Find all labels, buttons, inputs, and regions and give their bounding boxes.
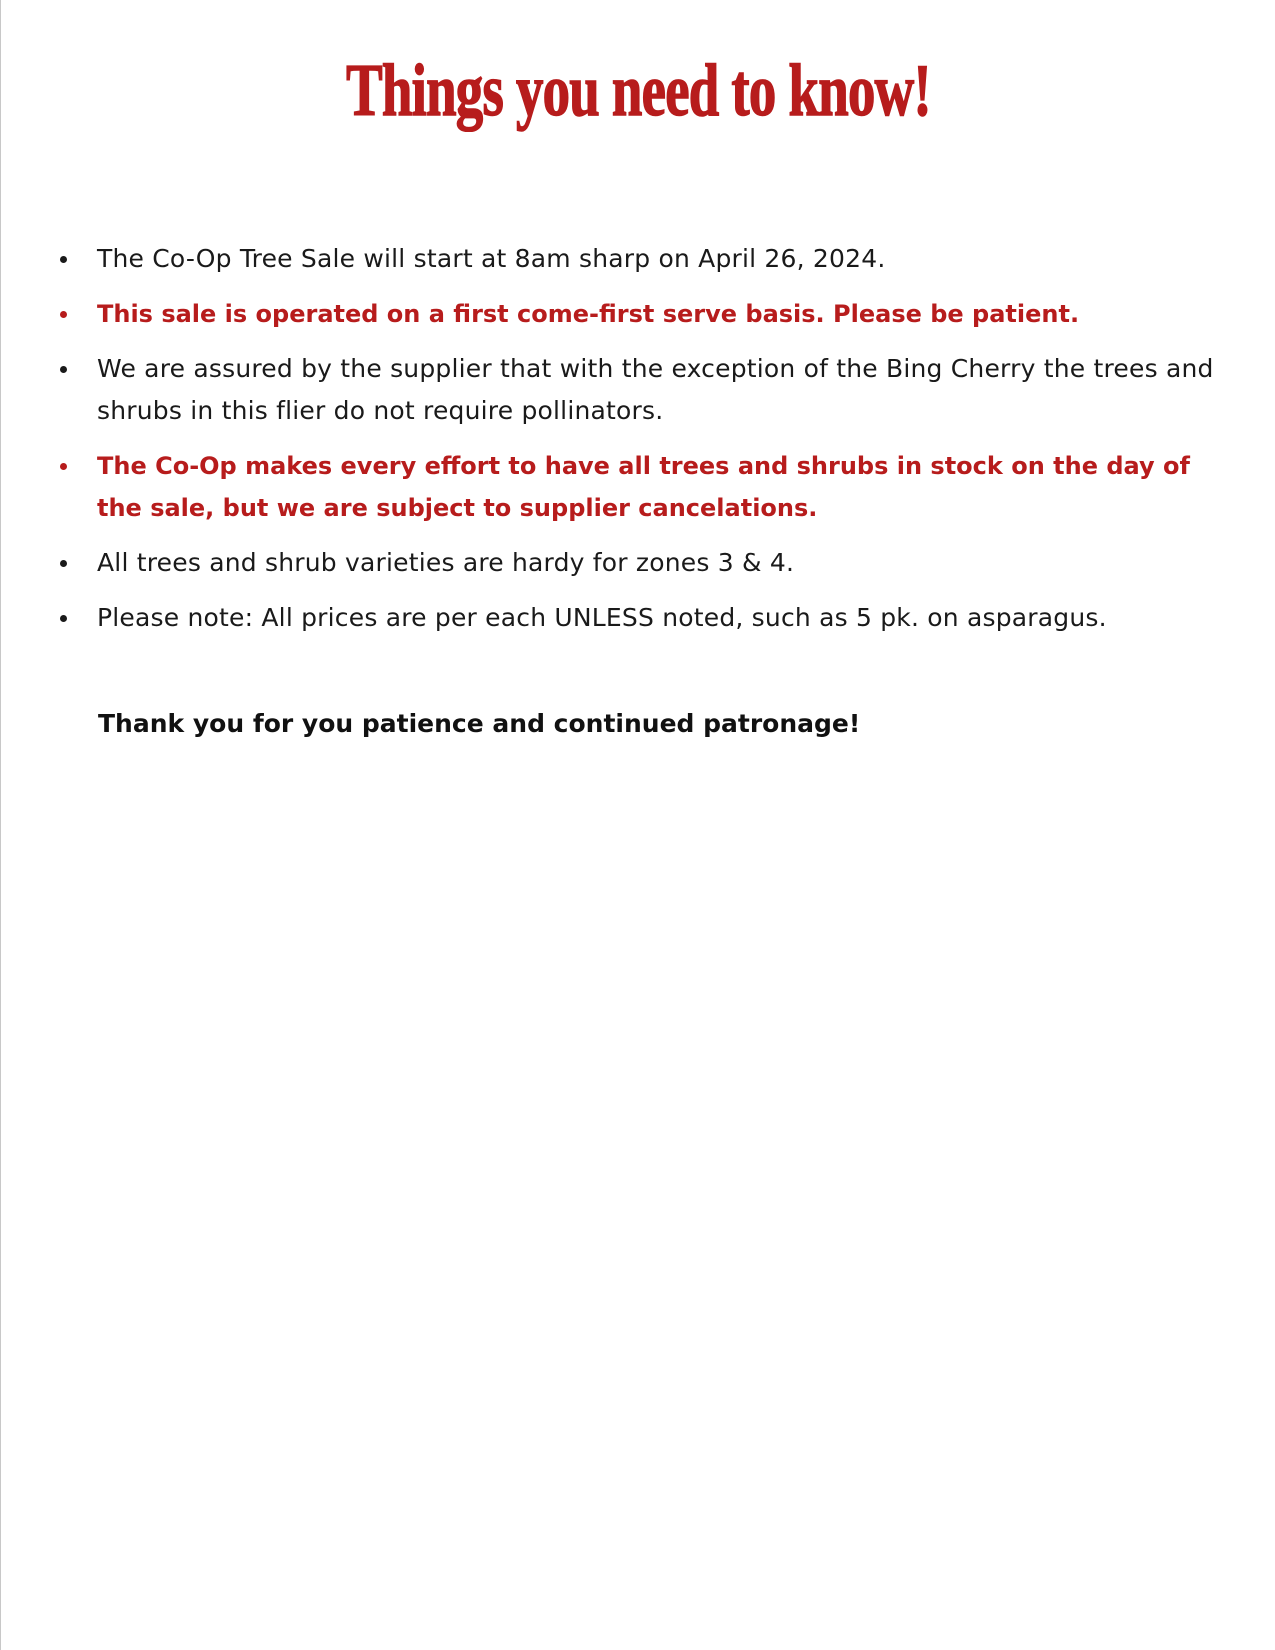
list-item-stock-notice: [57, 445, 1237, 529]
list-item-text: The Co-Op makes every effort to have all trees and shrubs in stock on the day of the sale, but we are subject to supplier cancelations.: [97, 452, 1190, 522]
bullet-icon: [60, 463, 67, 470]
list-item-text: This sale is operated on a first come-first serve basis. Please be patient.: [97, 300, 1080, 328]
list-item-text: All trees and shrub varieties are hardy for zones 3 & 4.: [97, 548, 795, 577]
page-title: Things you need to know!: [346, 50, 931, 132]
bullet-icon: [60, 615, 67, 622]
list-item-pricing-note: [57, 597, 1237, 639]
list-item-text: Please note: All prices are per each UNLESS noted, such as 5 pk. on asparagus.: [97, 603, 1107, 632]
list-item-text: We are assured by the supplier that with the exception of the Bing Cherry the trees and shrubs in this flier do not require pollinators.: [97, 354, 1214, 425]
list-item-hardiness: [57, 542, 1237, 584]
list-item-text: The Co-Op Tree Sale will start at 8am sharp on April 26, 2024.: [97, 244, 886, 273]
list-item-pollinators: [57, 348, 1237, 432]
bullet-icon: [60, 366, 67, 373]
info-list: [57, 238, 1237, 652]
bullet-icon: [60, 560, 67, 567]
closing-message: Thank you for you patience and continued patronage!: [98, 709, 861, 738]
list-item-first-come: [57, 293, 1237, 335]
list-item-start-time: [57, 238, 1237, 280]
bullet-icon: [60, 311, 67, 318]
bullet-icon: [60, 256, 67, 263]
